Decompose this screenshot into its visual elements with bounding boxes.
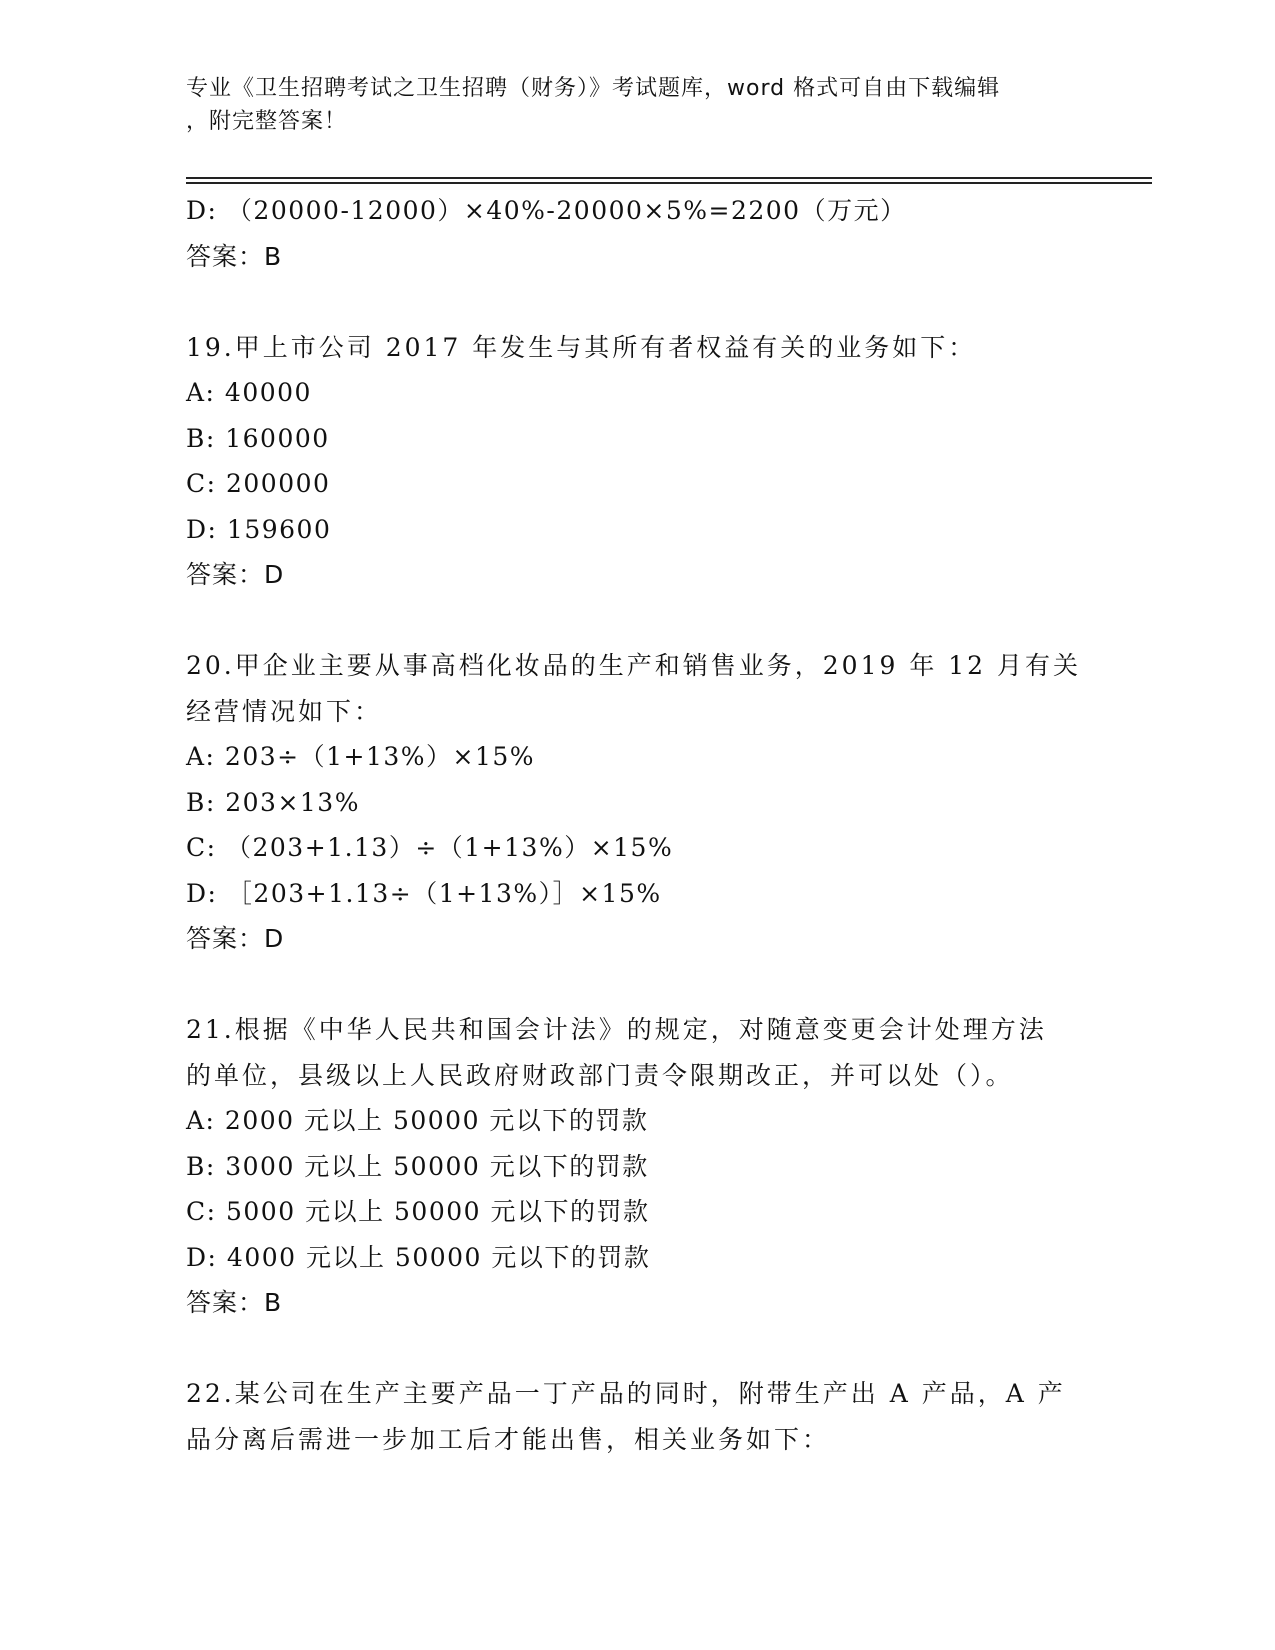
question-text: 经营情况如下： [186,696,383,726]
option-c: C: 5000 元以上 50000 元以下的罚款 [186,1197,650,1226]
header-line-1: 专业《卫生招聘考试之卫生招聘（财务）》考试题库，word 格式可自由下载编辑 [186,76,1001,101]
answer-line: 答案：D [186,560,285,589]
option-a: A: 40000 [186,378,312,407]
question-text: 品分离后需进一步加工后才能出售，相关业务如下： [186,1424,831,1454]
question-19 [186,325,1086,598]
option-a: A: 203÷（1+13%）×15% [186,742,536,771]
option-b: B: 160000 [186,423,330,453]
answer-line: 答案：B [186,1288,283,1317]
option-d: D: 4000 元以上 50000 元以下的罚款 [186,1242,651,1272]
option-c: C: （203+1.13）÷（1+13%）×15% [186,833,674,862]
question-text: 的单位，县级以上人民政府财政部门责令限期改正，并可以处（）。 [186,1060,1014,1090]
document-body [186,188,1086,1462]
option-c: C: 200000 [186,469,331,498]
question-22 [186,1371,1086,1462]
header-line-2: ，附完整答案！ [186,109,348,134]
question-21 [186,1007,1086,1326]
option-b: B: 3000 元以上 50000 元以下的罚款 [186,1151,649,1181]
question-text: 19.甲上市公司 2017 年发生与其所有者权益有关的业务如下： [186,332,977,362]
option-a: A: 2000 元以上 50000 元以下的罚款 [186,1106,649,1135]
spacer [186,962,1086,1008]
option-d: D: （20000-12000）×40%-20000×5%=2200（万元） [186,196,907,225]
question-text: 21.根据《中华人民共和国会计法》的规定，对随意变更会计处理方法 [186,1015,1047,1044]
question-text: 20.甲企业主要从事高档化妆品的生产和销售业务，2019 年 12 月有关 [186,651,1082,680]
document-header [186,72,1066,138]
spacer [186,279,1086,325]
question-20 [186,643,1086,962]
header-rule-top [186,177,1152,179]
header-rule-bottom [186,182,1152,184]
option-b: B: 203×13% [186,787,360,817]
option-d: D: 159600 [186,514,332,544]
answer-line: 答案：D [186,924,285,953]
question-text: 22.某公司在生产主要产品一丁产品的同时，附带生产出 A 产品，A 产 [186,1379,1066,1408]
option-d: D: ［203+1.13÷（1+13%）］×15% [186,878,662,908]
answer-line: 答案：B [186,241,283,271]
spacer [186,1326,1086,1372]
spacer [186,598,1086,644]
question-18-tail [186,188,1086,279]
